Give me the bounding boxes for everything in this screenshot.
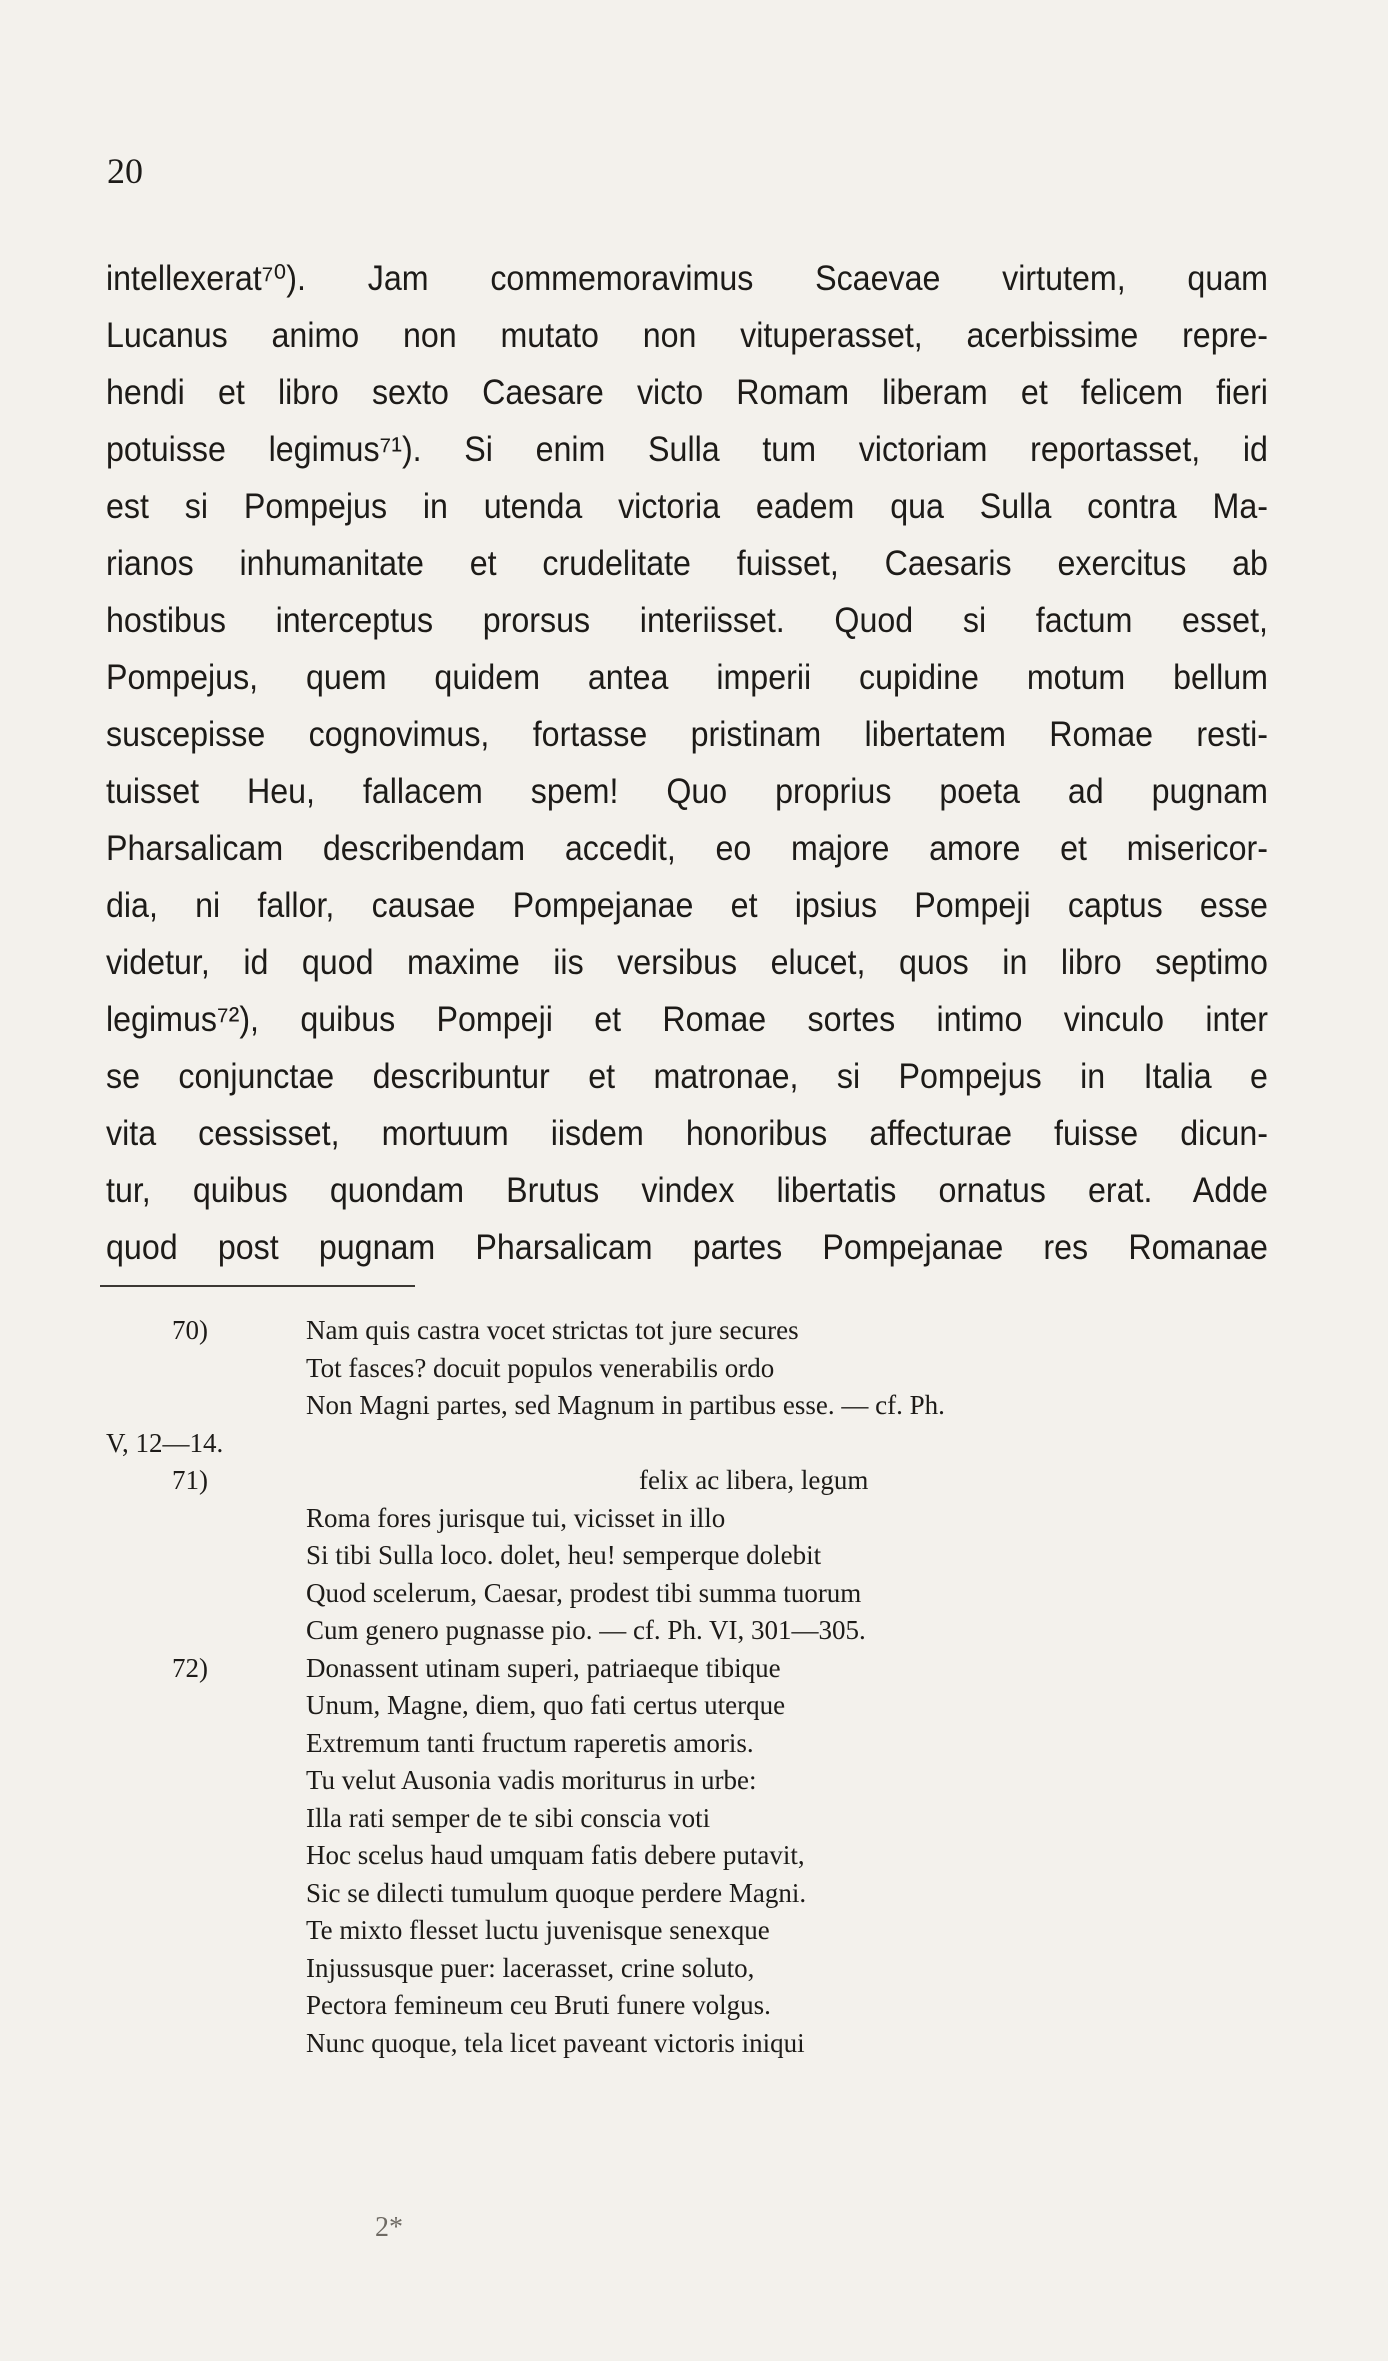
body-text xyxy=(106,250,1268,1276)
footnote-line-row xyxy=(106,1687,1268,1725)
footnote-line-row xyxy=(106,1912,1268,1950)
body-line: se conjunctae describuntur et matronae, si Pompejus in Italia e xyxy=(106,1057,1268,1096)
body-line: tuisset Heu, fallacem spem! Quo proprius poeta ad pugnam xyxy=(106,772,1268,811)
footnote-line-row xyxy=(106,1800,1268,1838)
footnote-line-row xyxy=(106,1350,1268,1388)
footnote-number: 71) xyxy=(172,1465,208,1495)
footnote-line: Roma fores jurisque tui, vicisset in illo xyxy=(306,1502,726,1533)
footnote-line: Cum genero pugnasse pio. — cf. Ph. VI, 301—305. xyxy=(306,1615,866,1645)
footnote-number: 70) xyxy=(172,1315,208,1345)
body-line: potuisse legimus⁷¹). Si enim Sulla tum victoriam reportasset, id xyxy=(106,430,1268,469)
body-line: hendi et libro sexto Caesare victo Romam liberam et felicem fieri xyxy=(106,373,1268,412)
footnote-line: Te mixto flesset luctu juvenisque senexque xyxy=(306,1915,770,1945)
footnote-line-row xyxy=(106,1575,1268,1613)
body-line: dia, ni fallor, causae Pompejanae et ipsius Pompeji captus esse xyxy=(106,886,1268,925)
body-line: legimus⁷²), quibus Pompeji et Romae sortes intimo vinculo inter xyxy=(106,1000,1268,1039)
footnote-line-row xyxy=(106,1425,1268,1463)
footnote-line: Sic se dilecti tumulum quoque perdere Magni. xyxy=(306,1877,807,1908)
footnote-line: Donassent utinam superi, patriaeque tibique xyxy=(306,1652,781,1683)
body-line: Pharsalicam describendam accedit, eo majore amore et misericor- xyxy=(106,829,1268,868)
footnote-line: Hoc scelus haud umquam fatis debere putavit, xyxy=(306,1840,805,1870)
footnote-line-row xyxy=(106,1537,1268,1575)
footnote-line: Nam quis castra vocet strictas tot jure secures xyxy=(306,1315,799,1345)
footnote-line: Si tibi Sulla loco. dolet, heu! semperque dolebit xyxy=(306,1540,822,1570)
footnote-line: Quod scelerum, Caesar, prodest tibi summa tuorum xyxy=(306,1577,862,1608)
footnote-line-row xyxy=(106,2025,1268,2063)
body-line: Pompejus, quem quidem antea imperii cupidine motum bellum xyxy=(106,658,1268,697)
body-line: est si Pompejus in utenda victoria eadem qua Sulla contra Ma- xyxy=(106,487,1268,526)
footnote-70 xyxy=(106,1312,1268,1350)
footnote-line-row xyxy=(106,1500,1268,1538)
footnote-line: Non Magni partes, sed Magnum in partibus esse. — cf. Ph. xyxy=(306,1390,945,1420)
footnote-line: Pectora femineum ceu Bruti funere volgus. xyxy=(306,1990,771,2020)
footnote-line-row xyxy=(106,1762,1268,1800)
footnote-line-row xyxy=(106,1987,1268,2025)
body-line: intellexerat⁷⁰). Jam commemoravimus Scaevae virtutem, quam xyxy=(106,259,1268,298)
footnote-line-row xyxy=(106,1875,1268,1913)
footnotes xyxy=(106,1312,1268,2062)
body-line: suscepisse cognovimus, fortasse pristinam libertatem Romae resti- xyxy=(106,715,1268,754)
footnote-line: Nunc quoque, tela licet paveant victoris iniqui xyxy=(306,2027,805,2058)
footnote-line: Tu velut Ausonia vadis moriturus in urbe: xyxy=(306,1765,757,1795)
footnote-line: Injussusque puer: lacerasset, crine soluto, xyxy=(306,1952,755,1983)
body-line: vita cessisset, mortuum iisdem honoribus affecturae fuisse dicun- xyxy=(106,1114,1268,1153)
footnote-divider xyxy=(100,1285,415,1287)
body-line: quod post pugnam Pharsalicam partes Pompejanae res Romanae xyxy=(106,1228,1268,1267)
body-line: hostibus interceptus prorsus interiisset. Quod si factum esset, xyxy=(106,601,1268,640)
body-line: Lucanus animo non mutato non vituperasset, acerbissime repre- xyxy=(106,316,1268,355)
footnote-line-row xyxy=(106,1950,1268,1988)
footnote-line: felix ac libera, legum xyxy=(639,1465,869,1495)
footnote-71 xyxy=(106,1462,1268,1500)
footnote-continuation: V, 12—14. xyxy=(106,1427,224,1458)
footnote-line-row xyxy=(106,1612,1268,1650)
signature-mark: 2* xyxy=(375,2212,403,2243)
footnote-line-row xyxy=(106,1387,1268,1425)
footnote-line: Tot fasces? docuit populos venerabilis ordo xyxy=(306,1352,775,1383)
body-line: videtur, id quod maxime iis versibus elucet, quos in libro septimo xyxy=(106,943,1268,982)
body-line: rianos inhumanitate et crudelitate fuisset, Caesaris exercitus ab xyxy=(106,544,1268,583)
footnote-line: Unum, Magne, diem, quo fati certus uterque xyxy=(306,1690,786,1720)
footnote-number: 72) xyxy=(172,1652,208,1683)
footnote-line: Extremum tanti fructum raperetis amoris. xyxy=(306,1727,754,1758)
footnote-line: Illa rati semper de te sibi conscia voti xyxy=(306,1802,711,1833)
footnote-72 xyxy=(106,1650,1268,1688)
body-line: tur, quibus quondam Brutus vindex libertatis ornatus erat. Adde xyxy=(106,1171,1268,1210)
page-number: 20 xyxy=(107,151,143,191)
footnote-line-row xyxy=(106,1725,1268,1763)
footnote-line-row xyxy=(106,1837,1268,1875)
